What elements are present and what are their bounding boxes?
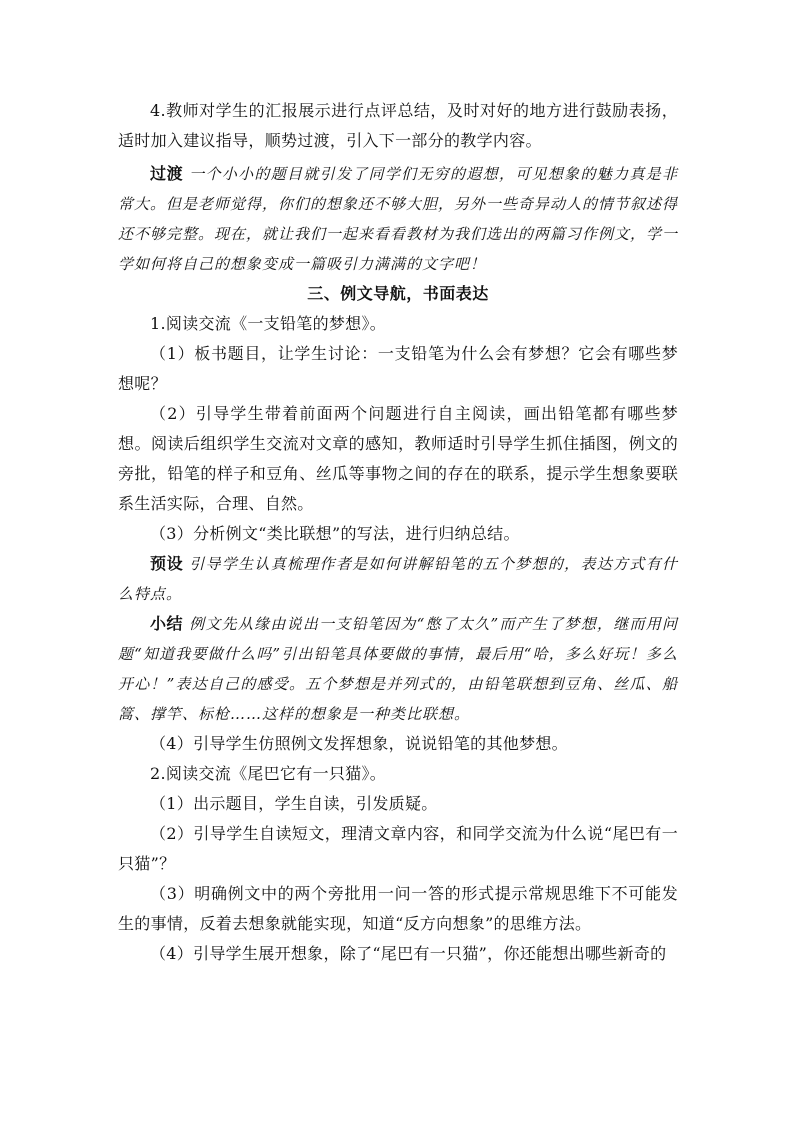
item-2-title: 2.阅读交流《尾巴它有一只猫》。 — [150, 764, 387, 783]
preset-text: 引导学生认真梳理作者是如何讲解铅笔的五个梦想的，表达方式有什么特点。 — [118, 555, 678, 603]
item-2-step-2: （2）引导学生自读短文，理清文章内容，和同学交流为什么说“尾巴有一只猫”？ — [118, 824, 678, 873]
item-1-step-4: （4）引导学生仿照例文发挥想象，说说铅笔的其他梦想。 — [150, 734, 568, 753]
item-2-step-3: （3）明确例文中的两个旁批用一问一答的形式提示常规思维下不可能发生的事情，反着去想象就能实现，知道“反方向想象”的思维方法。 — [118, 884, 678, 933]
paragraph-summary — [118, 609, 678, 729]
summary-label: 小结 — [150, 614, 184, 633]
item-1-title: 1.阅读交流《一支铅笔的梦想》。 — [150, 314, 387, 333]
item-2-step-4: （4）引导学生展开想象，除了“尾巴有一只猫”，你还能想出哪些新奇的 — [150, 944, 667, 963]
summary-text: 例文先从缘由说出一支铅笔因为“憋了太久”而产生了梦想，继而用问题“知道我要做什么吗”引出铅笔具体要做的事情，最后用“哈，多么好玩！多么开心！”表达自己的感受。五个梦想是并列式的，由铅笔联想到豆角、丝瓜、船篙、撑竿、标枪……这样的想象是一种类比联想。 — [118, 615, 678, 723]
document-page — [118, 96, 678, 969]
paragraph-teacher-summary: 4.教师对学生的汇报展示进行点评总结，及时对好的地方进行鼓励表扬，适时加入建议指导，顺势过渡，引入下一部分的教学内容。 — [118, 101, 678, 150]
item-1-step-3: （3）分析例文“类比联想”的写法，进行归纳总结。 — [150, 524, 520, 543]
paragraph-preset — [118, 549, 678, 609]
transition-label: 过渡 — [150, 164, 184, 183]
preset-label: 预设 — [150, 554, 184, 573]
transition-text: 一个小小的题目就引发了同学们无穷的遐想，可见想象的魅力真是非常大。但是老师觉得，你们的想象还不够大胆，另外一些奇异动人的情节叙述得还不够完整。现在，就让我们一起来看看教材为我们选出的两篇习作例文，学一学如何将自己的想象变成一篇吸引力满满的文字吧！ — [118, 165, 679, 273]
item-2-step-1: （1）出示题目，学生自读，引发质疑。 — [150, 794, 438, 813]
item-1-step-1: （1）板书题目，让学生讨论：一支铅笔为什么会有梦想？它会有哪些梦想呢？ — [118, 344, 678, 393]
paragraph-transition — [118, 159, 678, 279]
section-heading: 三、例文导航，书面表达 — [307, 284, 489, 303]
item-1-step-2: （2）引导学生带着前面两个问题进行自主阅读，画出铅笔都有哪些梦想。阅读后组织学生交流对文章的感知，教师适时引导学生抓住插图，例文的旁批，铅笔的样子和豆角、丝瓜等事物之间的存在的联系，提示学生想象要联系生活实际，合理、自然。 — [118, 404, 678, 513]
